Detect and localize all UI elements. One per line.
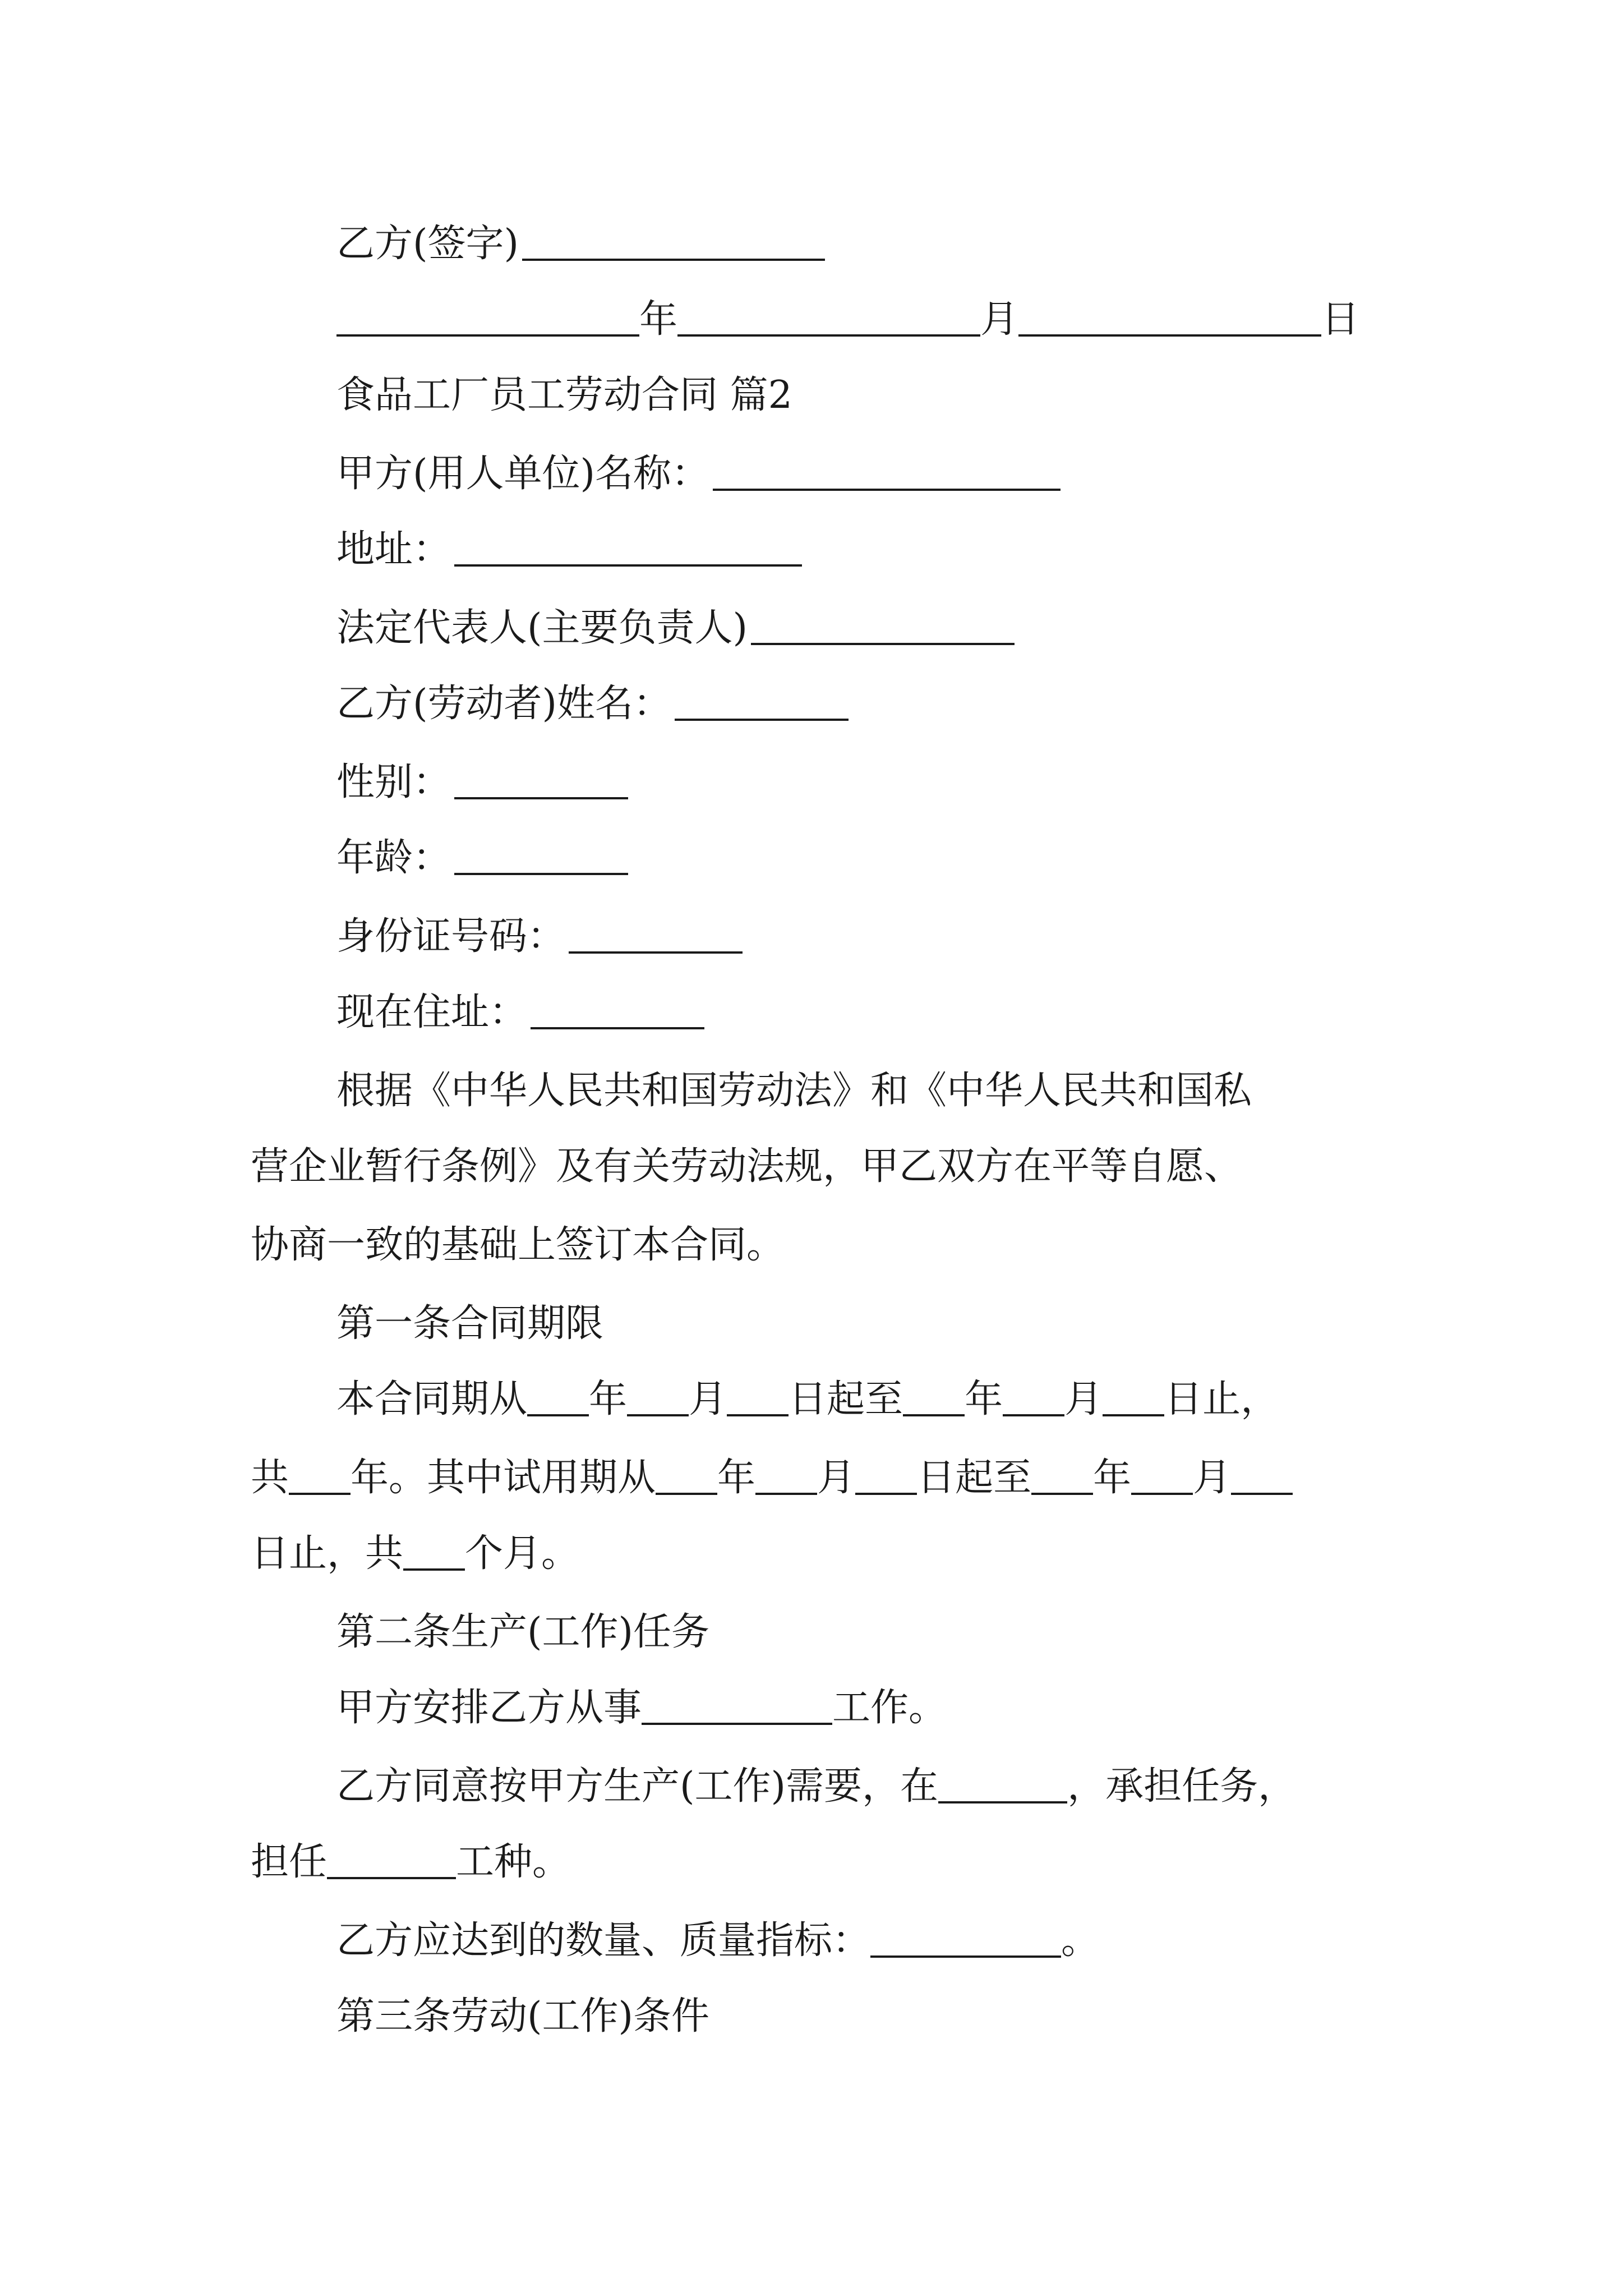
art2-text: 甲方安排乙方从事	[336, 1686, 642, 1730]
section-title	[0, 365, 1623, 426]
art1-blank	[1103, 1414, 1164, 1416]
intro-paragraph-line-2	[0, 1136, 1623, 1198]
art1-blank	[656, 1493, 717, 1495]
article-1-title-text: 第一条合同期限	[336, 1301, 604, 1346]
id-number-blank	[569, 951, 743, 954]
article-1-title	[0, 1293, 1623, 1355]
art1-blank	[755, 1493, 817, 1495]
art2-text: ，承担任务，	[1067, 1764, 1297, 1809]
year-label: 年	[639, 297, 678, 342]
address-line	[0, 519, 1623, 581]
article-2-paragraph-1	[0, 1677, 1623, 1739]
art2-blank	[938, 1801, 1067, 1803]
article-2-title-text: 第二条生产(工作)任务	[336, 1610, 710, 1654]
art1-text: 个月。	[465, 1531, 580, 1576]
year-blank	[336, 334, 639, 337]
age-line	[0, 827, 1623, 889]
id-number-label: 身份证号码：	[336, 914, 566, 959]
art1-blank	[289, 1493, 351, 1495]
art1-blank	[855, 1493, 917, 1495]
intro-paragraph-line-1	[0, 1060, 1623, 1122]
art1-blank	[903, 1414, 965, 1416]
art2-blank	[327, 1877, 456, 1879]
id-number-line	[0, 906, 1623, 968]
party-b-name-line	[0, 673, 1623, 735]
day-blank	[1018, 334, 1321, 337]
address-blank	[454, 564, 802, 567]
art1-text: 日止，	[1164, 1377, 1279, 1421]
art1-text: 年	[589, 1377, 628, 1421]
article-2-paragraph-2-line-2	[0, 1832, 1623, 1893]
section-title-text: 食品工厂员工劳动合同 篇2	[336, 373, 792, 417]
gender-blank	[454, 797, 628, 799]
art1-text: 本合同期从	[336, 1377, 528, 1421]
article-2-title	[0, 1602, 1623, 1663]
intro-text-2: 营企业暂行条例》及有关劳动法规，甲乙双方在平等自愿、	[251, 1144, 1243, 1189]
art2-text: 工作。	[832, 1686, 947, 1730]
month-blank	[677, 334, 980, 337]
current-address-line	[0, 982, 1623, 1043]
art2-text: 。	[1061, 1918, 1100, 1963]
art1-blank	[1031, 1493, 1093, 1495]
article-1-line-1	[0, 1369, 1623, 1430]
art1-blank	[1003, 1414, 1064, 1416]
address-label: 地址：	[336, 527, 451, 572]
legal-rep-line	[0, 597, 1623, 659]
legal-rep-blank	[751, 643, 1015, 645]
art1-blank	[403, 1568, 465, 1571]
article-3-title-text: 第三条劳动(工作)条件	[336, 1994, 710, 2039]
legal-rep-label: 法定代表人(主要负责人)	[336, 606, 748, 650]
current-address-label: 现在住址：	[336, 990, 528, 1034]
art1-blank	[1131, 1493, 1193, 1495]
month-label: 月	[980, 297, 1019, 342]
art1-text: 日起至	[917, 1456, 1032, 1500]
art1-text: 月	[689, 1377, 727, 1421]
art1-blank	[1231, 1493, 1293, 1495]
party-b-signature-label: 乙方(签字)	[336, 222, 519, 266]
art2-blank	[870, 1955, 1061, 1958]
art1-text: 年	[717, 1456, 756, 1500]
article-1-line-2	[0, 1447, 1623, 1509]
art1-blank	[527, 1414, 589, 1416]
party-a-name-blank	[713, 489, 1061, 491]
article-2-paragraph-2-line-1	[0, 1756, 1623, 1818]
art1-blank	[727, 1414, 789, 1416]
article-3-title	[0, 1986, 1623, 2047]
gender-label: 性别：	[336, 760, 451, 804]
article-2-paragraph-3	[0, 1910, 1623, 1972]
day-label: 日	[1321, 297, 1360, 342]
party-a-name-line	[0, 443, 1623, 505]
party-b-signature-line	[0, 213, 1623, 275]
signature-blank	[522, 259, 825, 261]
intro-paragraph-line-3	[0, 1214, 1623, 1276]
age-blank	[454, 873, 628, 875]
art1-text: 年	[1093, 1456, 1132, 1500]
art2-text: 乙方同意按甲方生产(工作)需要，在	[336, 1764, 939, 1809]
party-b-name-label: 乙方(劳动者)姓名：	[336, 682, 672, 726]
art1-text: 共	[251, 1456, 289, 1500]
current-address-blank	[531, 1027, 704, 1029]
art2-blank	[642, 1723, 832, 1725]
art2-text: 工种。	[456, 1840, 571, 1884]
art1-blank	[627, 1414, 689, 1416]
art2-text: 乙方应达到的数量、质量指标：	[336, 1918, 871, 1963]
art1-text: 月	[1193, 1456, 1232, 1500]
intro-text-3: 协商一致的基础上签订本合同。	[251, 1223, 785, 1267]
article-1-line-3	[0, 1523, 1623, 1585]
art1-text: 年。其中试用期从	[351, 1456, 656, 1500]
party-a-name-label: 甲方(用人单位)名称：	[336, 452, 710, 496]
age-label: 年龄：	[336, 836, 451, 880]
art1-text: 月	[817, 1456, 856, 1500]
party-b-name-blank	[675, 719, 849, 721]
date-line	[0, 289, 1623, 351]
art1-text: 年	[965, 1377, 1003, 1421]
art1-text: 月	[1064, 1377, 1103, 1421]
art1-text: 日止，共	[251, 1531, 404, 1576]
gender-line	[0, 752, 1623, 813]
intro-text-1: 根据《中华人民共和国劳动法》和《中华人民共和国私	[336, 1069, 1252, 1113]
art2-text: 担任	[251, 1840, 328, 1884]
art1-text: 日起至	[789, 1377, 903, 1421]
